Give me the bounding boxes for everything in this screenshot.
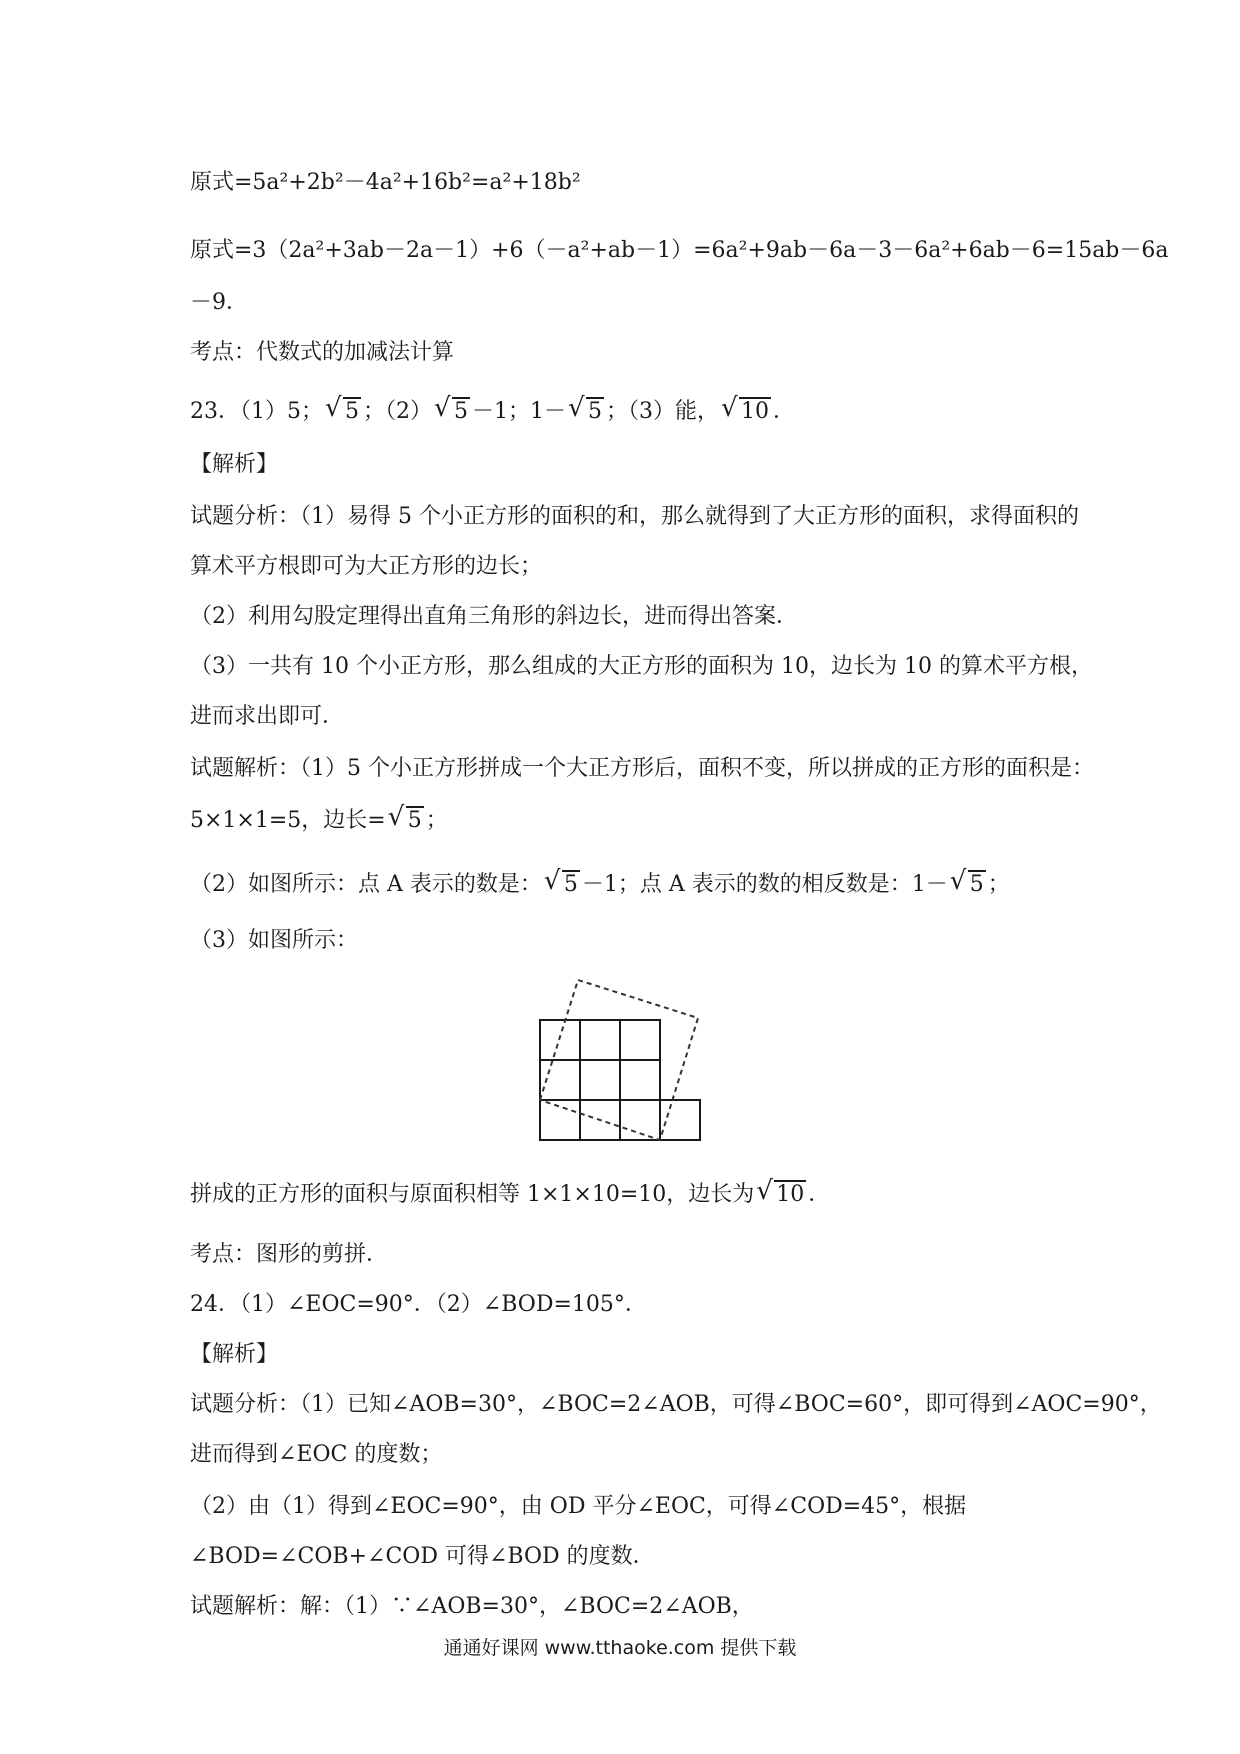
unit-square <box>580 1060 620 1100</box>
formula-line-2-cont: －9． <box>190 290 248 315</box>
analysis-24-a: 试题分析：（1）已知∠AOB=30°，∠BOC=2∠AOB，可得∠BOC=60°，即可得到∠AOC=90°， <box>190 1392 1162 1417</box>
formula-line-2: 原式=3（2a²+3ab－2a－1）+6（－a²+ab－1）=6a²+9ab－6a－3－6a²+6ab－6=15ab－6a <box>190 238 1169 263</box>
analysis-24-b: 进而得到∠EOC 的度数； <box>190 1442 443 1467</box>
solution-23-2: （2）如图所示：点 A 表示的数是： √ 5 －1；点 A 表示的数的相反数是：1－ √ 5 ； <box>190 870 1010 900</box>
sqrt-5: √ 5 <box>387 802 422 833</box>
jiexi-heading: 【解析】 <box>190 452 279 477</box>
sqrt-5: √ 5 <box>434 393 468 424</box>
grid-square-figure <box>530 970 710 1160</box>
analysis-24-d: ∠BOD=∠COB+∠COD 可得∠BOD 的度数． <box>190 1544 655 1569</box>
analysis-24-c: （2）由（1）得到∠EOC=90°，由 OD 平分∠EOC，可得∠COD=45°，根据 <box>190 1494 967 1519</box>
analysis-23-3b: 进而求出即可． <box>190 704 345 729</box>
analysis-23-1a: 试题分析：（1）易得 5 个小正方形的面积的和，那么就得到了大正方形的面积，求得面积的 <box>190 504 1079 529</box>
unit-square <box>620 1020 660 1060</box>
formula-line-1: 原式=5a²+2b²－4a²+16b²=a²+18b² <box>190 170 581 195</box>
page-footer: 通通好课网 www.tthaoke.com 提供下载 <box>443 1637 797 1659</box>
sqrt-5: √ 5 <box>325 393 359 424</box>
unit-squares <box>540 1020 700 1140</box>
unit-square <box>540 1100 580 1140</box>
result-line: 拼成的正方形的面积与原面积相等 1×1×10=10，边长为 √ 10 ． <box>190 1180 830 1210</box>
solution-23-1b: 5×1×1=5，边长= √ 5 ； <box>190 806 448 836</box>
solution-24: 试题解析：解：（1）∵∠AOB=30°，∠BOC=2∠AOB， <box>190 1594 754 1619</box>
jiexi-heading-2: 【解析】 <box>190 1342 279 1367</box>
sqrt-10: √ 10 <box>721 393 769 424</box>
sqrt-5: √ 5 <box>543 866 578 897</box>
solution-23-3: （3）如图所示： <box>190 928 358 953</box>
unit-square <box>620 1060 660 1100</box>
solution-23-1a: 试题解析：（1）5 个小正方形拼成一个大正方形后，面积不变，所以拼成的正方形的面积是： <box>190 756 1094 781</box>
sqrt-5: √ 5 <box>949 866 984 897</box>
analysis-23-1b: 算术平方根即可为大正方形的边长； <box>190 554 543 579</box>
unit-square <box>580 1020 620 1060</box>
unit-square <box>660 1100 700 1140</box>
analysis-23-3a: （3）一共有 10 个小正方形，那么组成的大正方形的面积为 10，边长为 10 的算术平方根， <box>190 654 1093 679</box>
sqrt-5: √ 5 <box>568 393 602 424</box>
answer-23: 23．（1）5； √ 5 ；（2） √ 5 －1；1－ √ 5 ；（3）能， √ 10 ． <box>190 397 795 427</box>
sqrt-10: √ 10 <box>756 1176 805 1207</box>
kaodian-line-2: 考点：图形的剪拼． <box>190 1242 389 1267</box>
answer-24: 24．（1）∠EOC=90°．（2）∠BOD=105°． <box>190 1292 647 1317</box>
kaodian-line: 考点：代数式的加减法计算 <box>190 340 455 365</box>
analysis-23-2: （2）利用勾股定理得出直角三角形的斜边长，进而得出答案． <box>190 604 798 629</box>
